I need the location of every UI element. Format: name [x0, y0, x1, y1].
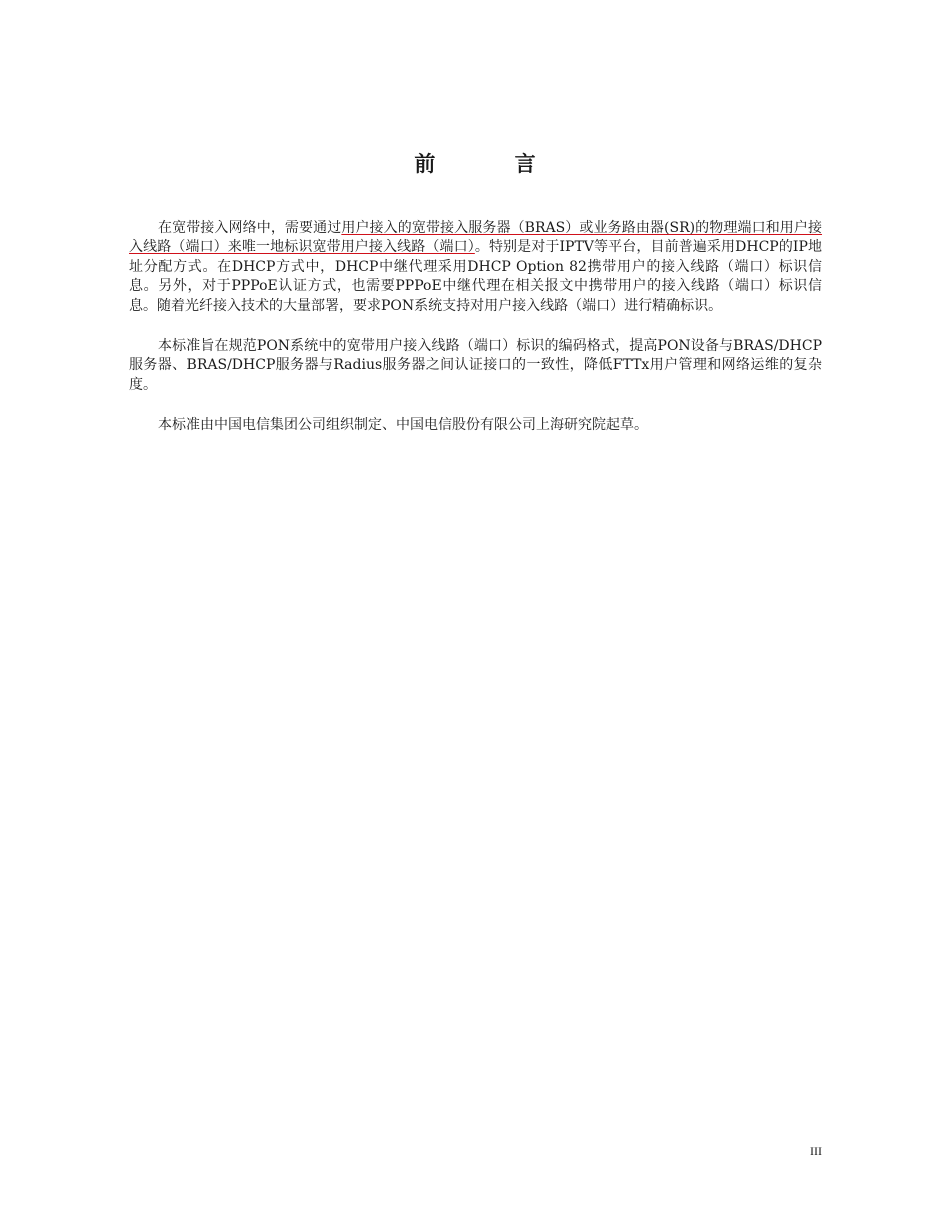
paragraph-1-rest: 。特别是对于IPTV等平台，目前普遍采用DHCP的IP地址分配方式。在DHCP方式中，DHCP中继代理采用DHCP Option 82携带用户的接入线路（端口）标识信息。另外，对于PPPoE认证方式，也需要PPPoE中继代理在相关报文中携带用户的接入线路（端口）标识信息。随着光纤接入技术的大量部署，要求PON系统支持对用户接入线路（端口）进行精确标识。 [129, 239, 822, 314]
underlined-phrase: 用户接入的宽带接入服务器（BRAS）或业务路由器(SR)的物理端口和用户接入线路（端口）来唯一地标识宽带用户接入线路（端口） [129, 220, 823, 256]
page-number: III [810, 1144, 822, 1158]
paragraph-1-lead: 在宽带接入网络中，需要通过 [158, 220, 342, 236]
page-title: 前 言 [414, 152, 572, 176]
document-body [129, 219, 822, 436]
paragraph-3: 本标准由中国电信集团公司组织制定、中国电信股份有限公司上海研究院起草。 [158, 417, 648, 434]
paragraph-2: 本标准旨在规范PON系统中的宽带用户接入线路（端口）标识的编码格式，提高PON设备与BRAS/DHCP服务器、BRAS/DHCP服务器与Radius服务器之间认证接口的一致性，降低FTTx用户管理和网络运维的复杂度。 [129, 338, 822, 393]
paragraph-1 [129, 219, 822, 316]
